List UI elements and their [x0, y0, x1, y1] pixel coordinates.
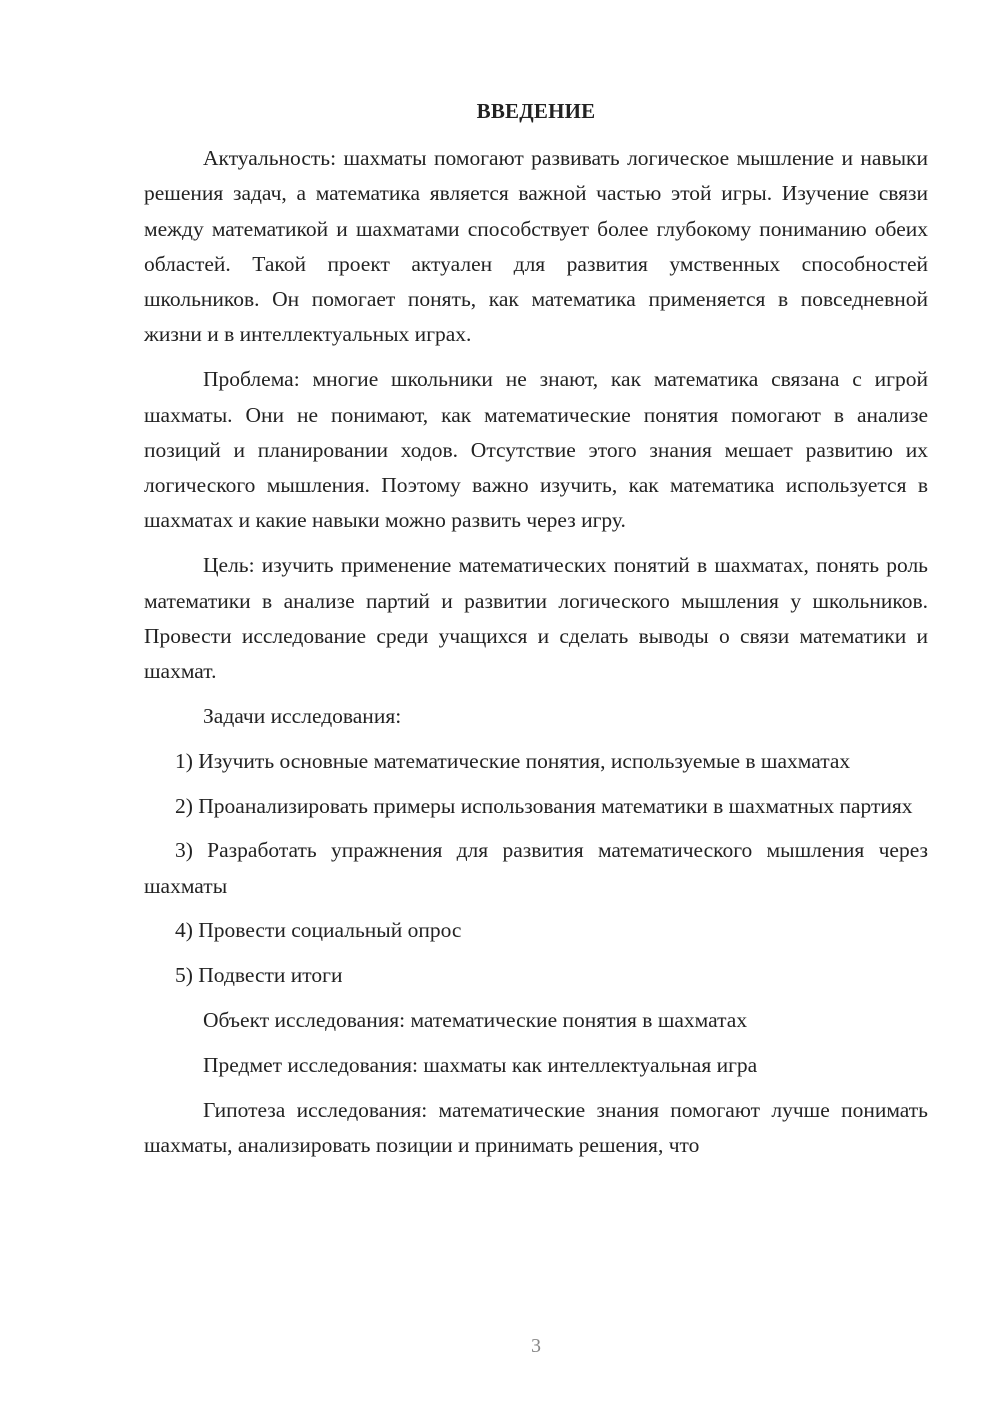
paragraph-goal: Цель: изучить применение математических понятий в шахматах, понять роль математики в анализе партий и развитии логического мышления у школьников. Провести исследование среди учащихся и сделать выводы о связи математики и шахмат.: [144, 553, 928, 684]
research-subject: Предмет исследования: шахматы как интеллектуальная игра: [203, 1052, 758, 1077]
paragraph-relevance: Актуальность: шахматы помогают развивать логическое мышление и навыки решения задач, а математика является важной частью этой игры. Изучение связи между математикой и шахматами способствует более глубокому пониманию обеих областей. Такой проект актуален для развития умственных способностей школьников. Он помогает понять, как математика применяется в повседневной жизни и в интеллектуальных играх.: [144, 146, 928, 347]
research-object: Объект исследования: математические понятия в шахматах: [203, 1008, 748, 1033]
task-item-4: 4) Провести социальный опрос: [175, 918, 462, 943]
research-hypothesis: Гипотеза исследования: математические знания помогают лучше понимать шахматы, анализировать позиции и принимать решения, что: [144, 1097, 928, 1157]
tasks-heading: Задачи исследования:: [203, 703, 402, 728]
task-item-1: 1) Изучить основные математические понятия, используемые в шахматах: [175, 748, 851, 773]
paragraph-problem: Проблема: многие школьники не знают, как математика связана с игрой шахматы. Они не понимают, как математические понятия помогают в анализе позиций и планировании ходов. Отсутствие этого знания мешает развитию их логического мышления. Поэтому важно изучить, как математика используется в шахматах и какие навыки можно развить через игру.: [144, 367, 928, 533]
task-item-2: 2) Проанализировать примеры использования математики в шахматных партиях: [175, 793, 913, 818]
page-title: ВВЕДЕНИЕ: [476, 99, 596, 123]
page-number: 3: [531, 1335, 541, 1357]
document-body: [144, 141, 928, 1163]
task-item-5: 5) Подвести итоги: [175, 963, 343, 988]
task-item-3: 3) Разработать упражнения для развития математического мышления через шахматы: [144, 838, 928, 898]
